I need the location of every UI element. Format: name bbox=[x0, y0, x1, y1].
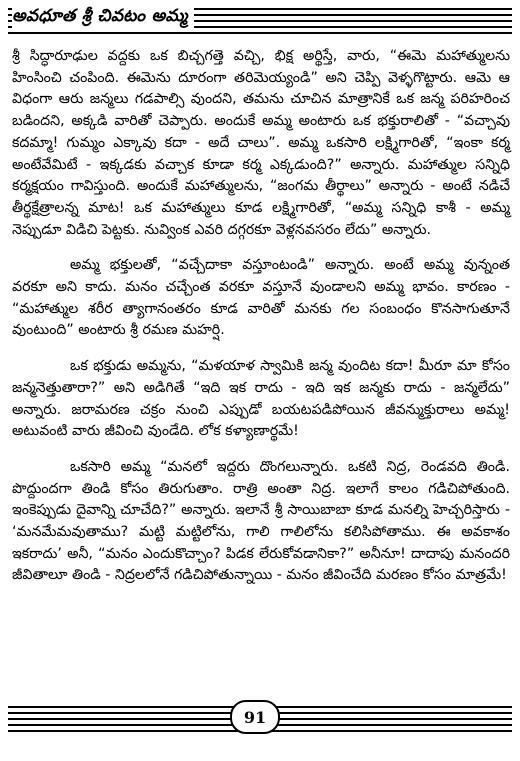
running-title: అవధూత శ్రీ చివటం అమ్మ bbox=[12, 6, 194, 30]
page-body bbox=[12, 46, 510, 587]
paragraph-4: ఒకసారి అమ్మ “మనలో ఇద్దరు దొంగలున్నారు. ఒకటి నిద్ర, రెండవది తిండి. పొద్దుందగా తిండి కోసం తిరుగుతాం. రాత్రి అంతా నిద్ర. ఇలాగే కాలం గడిచిపోతుంది. ఇంకెప్పుడు దైవాన్ని చూచేది?” అన్నారు. ఇలానే శ్రీ సాయిబాబా కూడ మనల్ని హెచ్చరిస్తారు - ‘మనమేమవుతాము? మట్టి మట్టిలోను, గాలి గాలిలోను కలిసిపోతాము. ఈ అవకాశం ఇకరాదు’ అనీ, “మనం ఎందుకొచ్చాం? పిడక లేరుకోవడానికా?” అనీనూ! దాదాపు మనందరి జీవితాలూ తిండి - నిద్రలలోనే గడిచిపోతున్నాయి - మనం జీవించేది మరణం కోసం మాత్రమే! bbox=[12, 458, 510, 584]
page-header bbox=[8, 4, 512, 44]
page-number: 91 bbox=[230, 700, 280, 734]
paragraph-3: ఒక భక్తుడు అమ్మను, “మళయాళ స్వామికి జన్మ వుందిట కదా! మీరూ మా కోసం జన్మనెత్తుతారా?” అని అడిగితే “ఇది ఇక రాదు - ఇది ఇక జన్మకు రాదు - జన్మలేదు” అన్నారు. జరామరణ చక్రం నుంచి ఎప్పుడో బయటపడిపోయిన జీవన్ముక్తురాలు అమ్మ! అటువంటి వారు జీవించి వుండేది. లోక కళ్యాణార్థమే! bbox=[12, 358, 510, 440]
paragraph-2: అమ్మ భక్తులతో, “వచ్చేదాకా వస్తూంటండి” అన్నారు. అంటే అమ్మ వున్నంత వరకూ అని కాదు. మనం చచ్చేంత వరకూ వస్తూనే వుండాలని అమ్మ భావం. కారణం - “మహాత్ముల శరీర త్యాగానంతరం కూడ వారితో మనకు గల సంబంధం కొనసాగుతూనే వుంటుంది” అంటారు శ్రీ రమణ మహర్షి. bbox=[12, 257, 510, 339]
paragraph-1: శ్రీ సిద్ధారూఢుల వద్దకు ఒక బిచ్చగత్తె వచ్చి, భిక్ష అర్థిస్తే, వారు, “ఈమె మహాత్ములను హింసించి చంపింది. ఈమెను దూరంగా తరిమెయ్యండి” అని చెప్పి వెళ్ళగొట్టారు. ఆమె ఆ విధంగా ఆరు జన్మలు గడపాల్సి వుందని, తమను చూచిన మాత్రానికే ఒక జన్మ పరిహరించ బడిందని, అక్కడి వారితో చెప్పారు. అందుకే అమ్మ అంటారు ఒక భక్తురాలితో - “వచ్చావు కదమ్మా! గుమ్మం ఎక్కావు కదా - అదే చాలు”. అమ్మ ఒకసారి లక్ష్మిగారితో, “ఇంకా కర్మ అంటేవేమిటే - ఇక్కడకు వచ్చాక కూడా కర్మ ఎక్కడుంది?” అన్నారు. మహాత్ముల సన్నిధి కర్మక్షయం గావిస్తుంది. అందుకే మహాత్ములను, “జంగమ తీర్థాలు” అన్నారు - అంటే నడిచే తీర్థక్షేత్రాలన్న మాట! ఒక మహాత్ములు కూడ లక్ష్మిగారితో, “అమ్మ సన్నిధి కాశీ - అమ్మ నెప్పుడూ విడిచి పెట్టకు. నువ్వింక ఎవరి దగ్గరకూ వెళ్లనవసరం లేదు” అన్నారు. bbox=[12, 48, 510, 238]
page-footer bbox=[8, 700, 512, 740]
